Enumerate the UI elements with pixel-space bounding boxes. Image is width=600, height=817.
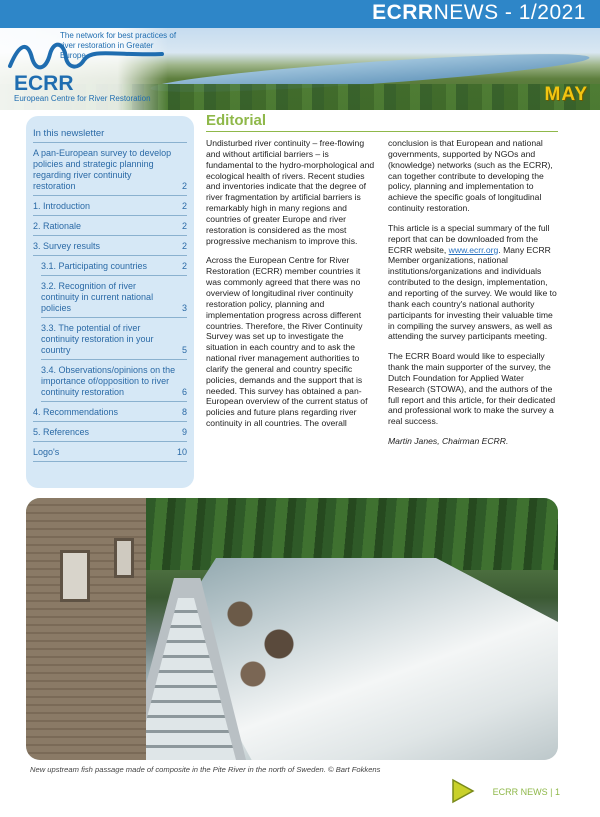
toc-item-label: Logo's [33, 447, 60, 457]
toc-item-page: 8 [181, 407, 187, 417]
toc-item-label: 2. Rationale [33, 221, 82, 231]
toc-item-label: 3.3. The potential of river continuity restoration in your country [41, 323, 154, 355]
toc-item-label: 3.2. Recognition of river continuity in current national policies [41, 281, 154, 313]
toc-item-label: A pan-European survey to develop policies and strategic planning regarding river continuity restoration [33, 148, 172, 191]
toc-item-page: 5 [181, 345, 187, 355]
toc-item-label: 5. References [33, 427, 90, 437]
editorial-paragraph-1: Undisturbed river continuity – free-flowing and without artificial barriers – is fundamental to the hydro-morphological and ecological health of rivers. Recent studies and inventories indicate that the degree of river fragmentation by artificial barriers is remarkably high in many regions and countries of greater Europe and river restoration is considered as the most progressive mechanism to improve this. [206, 138, 375, 246]
photo-window [60, 550, 90, 602]
editorial-paragraph-2: Across the European Centre for River Restoration (ECRR) member countries it was commonly agreed that there was no overview of longitudinal river continuity restoration policy, planning and implementation progress across different countries. Therefore, the River Continuity Survey was set up to investigate the situation in each country and to ask the national river management authorities to clarify the general and country specific policies, demands and the support that is needed. This survey has obtained a pan-European overview of the current status of policies and future plans regarding river continuity in all countries. The overall [206, 255, 368, 429]
editorial-title: Editorial [206, 112, 267, 129]
toc-item[interactable] [33, 196, 187, 216]
toc-item-label: 3.4. Observations/opinions on the importance of/opposition to river continuity restoration [41, 365, 176, 397]
toc-item[interactable] [33, 216, 187, 236]
toc-item[interactable] [33, 402, 187, 422]
photo-caption: New upstream fish passage made of composite in the Pite River in the north of Sweden. © Bart Fokkens [30, 765, 381, 774]
tagline: The network for best practices of river restoration in Greater Europe [60, 31, 177, 60]
toc-item-page: 9 [181, 427, 187, 437]
editorial-paragraph-5: The ECRR Board would like to especially thank the main supporter of the survey, the Dutch Foundation for Applied Water Research (STOWA), and the authors of the full report and this article, for their dedicated and professional work to make the survey a real success. [388, 351, 556, 427]
editorial-paragraph-4 [388, 223, 558, 342]
top-bar [0, 0, 600, 28]
logo-subtitle: European Centre for River Restoration [14, 94, 151, 103]
toc-item-label: 3. Survey results [33, 241, 101, 251]
logo-panel [0, 28, 177, 110]
toc-item-page: 2 [181, 201, 187, 211]
toc-item[interactable] [41, 360, 187, 402]
editorial-paragraph-3: conclusion is that European and national governments, supported by NGOs and (knowledge) networks (such as the ECRR), can together contribute to developing the policy, planning and implementation to achieve the specific goals of longitudinal continuity restoration. [388, 138, 553, 214]
toc-item-page: 2 [181, 261, 187, 271]
toc-item-page: 6 [181, 387, 187, 397]
paragraph-4-end: . Many ECRR Member organizations, national institutions/organizations and individuals contributed to the design, implementation, and reporting of the survey. We would like to thank each country's national authority participants for investing their valuable time in compiling the survey answers, as well as attending the survey participants meeting. [388, 244, 557, 342]
toc-item-label: 3.1. Participating countries [41, 261, 148, 271]
newsletter-title-issue: NEWS - 1/2021 [433, 1, 586, 24]
editorial-divider [206, 131, 558, 132]
fish-passage-photo [26, 498, 558, 760]
toc-heading: In this newsletter [33, 128, 187, 143]
toc-item[interactable] [33, 442, 187, 462]
toc-item-page: 3 [181, 303, 187, 313]
toc-item[interactable] [41, 276, 187, 318]
issue-month: MAY [544, 84, 588, 105]
logo-text: ECRR [14, 72, 74, 95]
ecrr-website-link[interactable]: www.ecrr.org [448, 244, 499, 255]
toc-item-page: 10 [176, 447, 187, 457]
paragraph-4-start: This article is a special summary of the full report that can be downloaded from the ECRR website, [388, 222, 550, 255]
toc-list [33, 143, 187, 462]
editorial-signature: Martin Janes, Chairman ECRR. [388, 436, 509, 447]
toc-item[interactable] [33, 143, 187, 196]
table-of-contents [26, 116, 194, 488]
newsletter-title-bold: ECRR [372, 1, 434, 24]
toc-item-label: 1. Introduction [33, 201, 91, 211]
toc-item-label: 4. Recommendations [33, 407, 119, 417]
next-page-arrow-icon[interactable] [449, 778, 475, 804]
toc-item[interactable] [41, 256, 187, 276]
header-banner [0, 28, 600, 110]
editorial-column-left [206, 138, 376, 438]
toc-item-page: 2 [181, 221, 187, 231]
toc-item[interactable] [33, 236, 187, 256]
newsletter-title [372, 1, 586, 25]
toc-item-page: 2 [181, 241, 187, 251]
editorial-column-right [388, 138, 558, 456]
page-footer: ECRR NEWS | 1 [492, 787, 560, 797]
photo-window-2 [114, 538, 134, 578]
toc-item[interactable] [41, 318, 187, 360]
toc-item[interactable] [33, 422, 187, 442]
toc-item-page: 2 [181, 181, 187, 191]
